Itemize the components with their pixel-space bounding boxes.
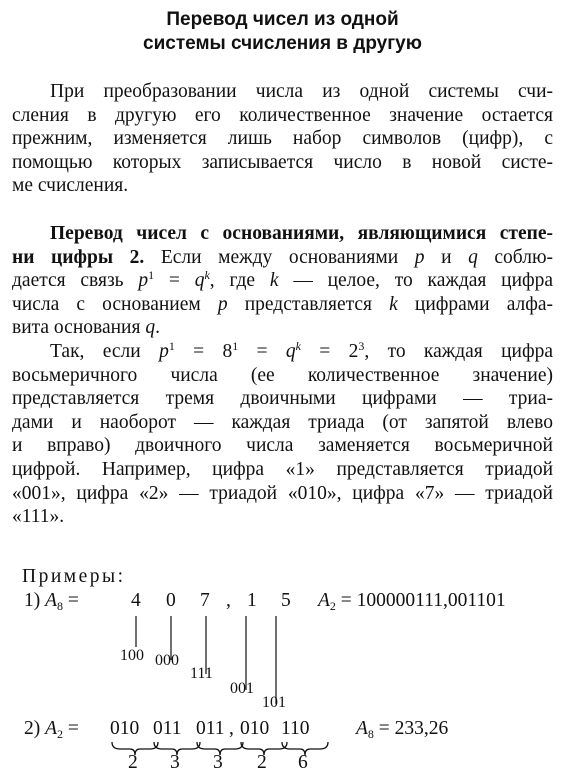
exponent: 1 [168, 338, 175, 353]
section-line: дами и наоборот — каждая триада (от запятой влево [12, 411, 553, 433]
octal-digit: 2 [128, 752, 138, 773]
text: = [67, 718, 79, 739]
subscript: 2 [329, 599, 336, 613]
octal-digit: 6 [298, 752, 308, 773]
intro-line: ме счисления. [12, 175, 129, 197]
octal-digit: 4 [131, 590, 141, 611]
octal-digit: 3 [170, 752, 180, 773]
subscript: 2 [57, 727, 64, 741]
octal-digit: 1 [247, 590, 257, 611]
comma: , [229, 718, 234, 739]
binary-triad: 001 [230, 680, 254, 697]
text: = 8 [193, 340, 233, 362]
var-a: A [45, 718, 58, 739]
title-line-2: системы счисления в другую [143, 33, 422, 54]
binary-triad: 011 [153, 718, 182, 739]
label: 2) [24, 718, 41, 739]
binary-triad: 010 [240, 718, 270, 739]
section-heading-b: ни цифры 2. [12, 246, 145, 268]
exponent: k [204, 268, 210, 283]
exponent: 1 [148, 268, 155, 283]
binary-triad: 101 [262, 694, 286, 711]
var-a: A [45, 590, 58, 611]
octal-digit: 5 [281, 590, 291, 611]
comma: , [226, 590, 231, 611]
binary-triad: 100 [120, 647, 144, 664]
exponent: 1 [232, 338, 239, 353]
section-line: «001», цифра «2» — триадой «010», цифра «7» — триадой [12, 482, 553, 504]
exponent: k [295, 338, 301, 353]
text: = [256, 340, 268, 362]
text: = [168, 270, 180, 292]
text: вита основания [12, 317, 141, 339]
text: цифрами алфа- [414, 293, 554, 315]
var-k: k [389, 293, 398, 315]
text: числа с основанием [12, 293, 201, 315]
text: и [441, 246, 452, 268]
octal-digit: 2 [257, 752, 267, 773]
title-line-1: Перевод чисел из одной [166, 9, 399, 30]
var-q: q [468, 246, 478, 268]
exponent: 3 [358, 338, 365, 353]
text: = 2 [319, 340, 359, 362]
var-p: p [414, 246, 425, 268]
intro-line: При преобразовании числа из одной системы счи- [50, 81, 553, 102]
text: . [155, 317, 160, 339]
subscript: 8 [367, 727, 374, 741]
result-value: = 100000111,001101 [340, 590, 506, 611]
subscript: 8 [57, 599, 64, 613]
section-line: восьмеричного числа (ее количественное значение) [12, 364, 553, 386]
label: 1) [24, 590, 41, 611]
var-q: q [194, 270, 205, 292]
binary-triad: 000 [155, 652, 179, 669]
var-p: p [138, 270, 149, 292]
section-line: цифрой. Например, цифра «1» представляется триадой [12, 458, 553, 480]
text: = [67, 590, 79, 611]
var-p: p [217, 293, 228, 315]
var-a: A [318, 590, 330, 611]
text: дается связь [12, 270, 124, 292]
binary-triad: 110 [281, 718, 310, 739]
text: , где [209, 270, 256, 292]
intro-line: помощью которых записывается число в новой систе- [12, 151, 553, 173]
section-line: представляется тремя двоичными цифрами — триа- [12, 388, 553, 410]
var-k: k [269, 270, 279, 292]
var-q: q [285, 340, 296, 362]
text: Если между основаниями [160, 246, 399, 268]
intro-line: сления в другую его количественное значение остается [12, 104, 553, 126]
text: представляется [244, 293, 372, 315]
octal-digit: 7 [200, 590, 210, 611]
text: — целое, то каждая цифра [293, 270, 554, 292]
var-a: A [356, 718, 368, 739]
var-q: q [145, 317, 156, 339]
section-heading-a: Перевод чисел с основаниями, являющимися степе- [50, 223, 553, 244]
binary-triad: 111 [190, 665, 213, 682]
text: Так, если [50, 340, 141, 362]
result-value: = 233,26 [378, 718, 449, 739]
octal-digit: 3 [213, 752, 223, 773]
text: соблю- [494, 246, 554, 268]
var-p: p [159, 340, 169, 362]
section-line: и вправо) двоичного числа заменяется восьмеричной [12, 435, 553, 457]
text: , то каждая цифра [364, 340, 553, 362]
binary-triad: 010 [110, 718, 140, 739]
intro-line: прежним, изменяется лишь набор символов (цифр), с [12, 128, 553, 150]
section-line: «111». [12, 506, 65, 528]
binary-triad: 011 [196, 718, 225, 739]
octal-digit: 0 [166, 590, 176, 611]
examples-heading: Примеры: [22, 566, 126, 587]
